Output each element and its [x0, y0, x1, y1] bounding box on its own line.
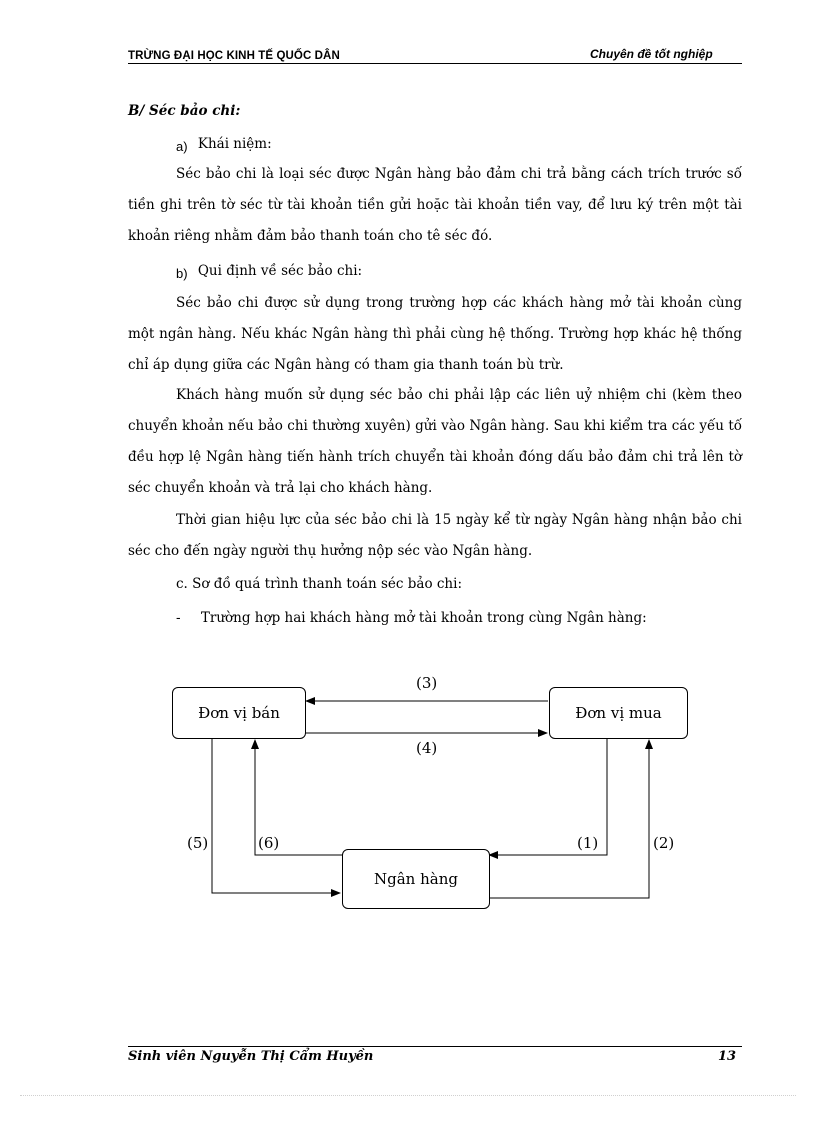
header-document-type: Chuyên đề tốt nghiệp: [590, 47, 713, 61]
item-a-label: a): [176, 139, 188, 154]
paragraph-definition: Séc bảo chi là loại séc được Ngân hàng bảo đảm chi trả bằng cách trích trước số tiền ghi trên tờ séc từ tài khoản tiền gửi hoặc tài khoản tiền vay, để lưu ký trên một tài khoản riêng nhằm đảm bảo thanh toán cho tê séc đó.: [128, 166, 742, 244]
node-seller-label: Đơn vị bán: [198, 704, 280, 722]
node-bank: [342, 849, 490, 909]
node-bank-label: Ngân hàng: [374, 870, 458, 888]
case-text: Trường hợp hai khách hàng mở tài khoản trong cùng Ngân hàng:: [200, 610, 647, 626]
section-title: B/ Séc bảo chi:: [128, 103, 241, 119]
label-step2: (2): [653, 834, 675, 852]
node-buyer-label: Đơn vị mua: [575, 704, 662, 722]
page-bottom-dotted-line: [20, 1095, 796, 1096]
label-step6: (6): [258, 834, 280, 852]
item-b-text: Qui định về séc bảo chi:: [197, 263, 363, 279]
label-step5: (5): [187, 834, 209, 852]
paragraph-rules: Séc bảo chi được sử dụng trong trường hợp các khách hàng mở tài khoản cùng một ngân hàng. Nếu khác Ngân hàng thì phải cùng hệ thống. Trường hợp khác hệ thống chỉ áp dụng giữa các Ngân hàng có tham gia thanh toán bù trừ.: [128, 295, 742, 373]
case-dash: -: [176, 610, 181, 626]
paragraph-validity: Thời gian hiệu lực của séc bảo chi là 15 ngày kể từ ngày Ngân hàng nhận bảo chi séc cho đến ngày người thụ hưởng nộp séc vào Ngân hàng.: [128, 512, 742, 559]
footer-rule: [128, 1046, 742, 1047]
label-step3: (3): [416, 674, 438, 692]
item-a-text: Khái niệm:: [197, 136, 272, 152]
footer-student-name: Sinh viên Nguyễn Thị Cẩm Huyền: [128, 1049, 374, 1064]
item-b-label: b): [176, 266, 188, 281]
footer-page-number: 13: [718, 1049, 737, 1064]
diagram-heading: c. Sơ đồ quá trình thanh toán séc bảo chi:: [176, 576, 462, 592]
node-seller: [172, 687, 306, 739]
arrow-step5: [212, 739, 340, 893]
label-step1: (1): [577, 834, 599, 852]
header-school-name: TRỪNG ĐẠI HỌC KINH TẾ QUỐC DÂN: [128, 50, 340, 62]
node-buyer: [549, 687, 688, 739]
label-step4: (4): [416, 739, 438, 757]
paragraph-procedure: Khách hàng muốn sử dụng séc bảo chi phải lập các liên uỷ nhiệm chi (kèm theo chuyển khoản nếu bảo chi thường xuyên) gửi vào Ngân hàng. Sau khi kiểm tra các yếu tố đều hợp lệ Ngân hàng tiến hành trích chuyển tài khoản đóng dấu bảo đảm chi trả lên tờ séc chuyển khoản và trả lại cho khách hàng.: [128, 387, 742, 496]
arrow-step2: [488, 740, 649, 898]
